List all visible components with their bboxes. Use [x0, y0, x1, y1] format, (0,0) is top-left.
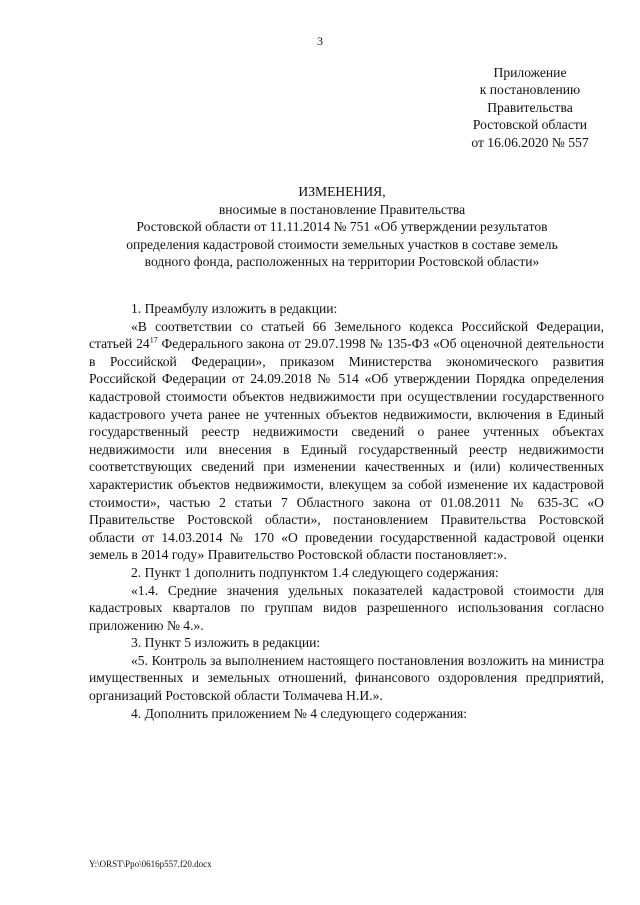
document-body	[89, 300, 604, 722]
document-title	[84, 183, 600, 271]
paragraph-2	[89, 318, 604, 564]
paragraph-2-rest: Федерального закона от 29.07.1998 № 135-ФЗ «Об оценочной деятельности в Российской Федерации», приказом Министерства экономического развития Российской Федерации от 24.09.2018 № 514 «Об утверждении Порядка определения кадастровой стоимости объектов недвижимости при осуществлении государственного кадастрового учета ранее не учтенных объектов недвижимости, включения в Единый государственный реестр недвижимости сведений о ранее учтенных объектах недвижимости или внесения в Единый государственный реестр недвижимости соответствующих сведений при изменении качественных и (или) количественных характеристик объектов недвижимости, влекущем за собой изменение их кадастровой стоимости», частью 2 статьи 7 Областного закона от 01.08.2011 № 635-ЗС «О Правительстве Ростовской области», постановлением Правительства Ростовской области от 14.03.2014 № 170 «О проведении государственной кадастровой оценки земель в 2014 году» Правительство Ростовской области постановляет:».	[89, 336, 604, 563]
appendix-line: Приложение	[493, 65, 567, 80]
paragraph-2-start: «В соответствии со статьей 66 Земельного кодекса Российской Федерации, статьей 24	[89, 318, 604, 352]
paragraph-1: 1. Преамбулу изложить в редакции:	[131, 301, 338, 316]
paragraph-6: «5. Контроль за выполнением настоящего постановления возложить на министра имущественных и земельных отношений, финансового оздоровления предприятий, организаций Ростовской области Толмачева Н.И.».	[89, 652, 604, 704]
title-line: вносимые в постановление Правительства	[218, 201, 466, 217]
appendix-line: Ростовской области	[472, 117, 588, 133]
title-line: определения кадастровой стоимости земельных участков в составе земель	[126, 236, 558, 252]
page-number: 3	[317, 34, 323, 48]
paragraph-7: 4. Дополнить приложением № 4 следующего содержания:	[131, 705, 468, 721]
title-line: водного фонда, расположенных на территории Ростовской области»	[144, 254, 540, 270]
footer-file-path: Y:\ORST\Ppo\0616p557.f20.docx	[89, 859, 212, 869]
paragraph-5: 3. Пункт 5 изложить в редакции:	[131, 635, 321, 651]
paragraph-4: «1.4. Средние значения удельных показателей кадастровой стоимости для кадастровых кварталов по группам видов разрешенного использования согласно приложению № 4.».	[89, 582, 604, 633]
appendix-line: от 16.06.2020 № 557	[471, 134, 589, 150]
title-heading: ИЗМЕНЕНИЯ,	[298, 184, 386, 199]
superscript: 17	[149, 335, 158, 345]
paragraph-3: 2. Пункт 1 дополнить подпунктом 1.4 следующего содержания:	[131, 564, 499, 580]
appendix-line: Правительства	[487, 99, 573, 115]
title-line: Ростовской области от 11.11.2014 № 751 «Об утверждении результатов	[136, 219, 548, 235]
appendix-block	[440, 64, 620, 151]
appendix-line: к постановлению	[479, 82, 581, 98]
